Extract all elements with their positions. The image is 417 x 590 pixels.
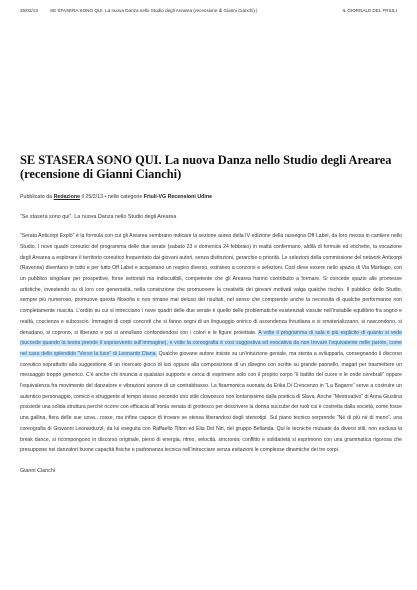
highlighted-text: A volte il programma di sala è più esplicito di quanto si vede (succede quando la teoria prende il sopravvento sull’immagine), e volte la coreografia è così suggestiva ed evocativa da non trovare l’equivalente nelle parole, come nel caso dello splendido “Verso la luce” di Leonardo Diana. (20, 329, 402, 357)
categories-links[interactable]: Friuli-VG Recensioni Udine (143, 194, 213, 201)
article-title: SE STASERA SONO QUI. La nuova Danza nello Studio degli Arearea (recensione di Gianni Cianchi) (20, 153, 392, 181)
article-subtitle: “Se stasera sono qui”. La nuova Danza nello Studio degli Arearea (20, 214, 177, 221)
print-document-title: SE STASERA SONO QUI. La nuova Danza nello Studio degli Arearea (recensione di Gianni Cianchi) | (50, 8, 258, 13)
body-paragraph-2: Qualche giovane autore insiste su un’intuizione geniale, ma stenta a svilupparla, consegnando il discorso coreutico soprattutto alla suggestione di un ricercato gioco di luci oppure alla composizione di un disegno con scritte su grande pannello, magari per trasmettere un messaggio troppo generico. C’è anche chi rinuncia a qualsiasi supporto e cerca di esprimere solo con il proprio corpo “il battito del cuore e le onde cerebrali” oppure l’equivalenza fra movimento del danzatore e vibrazioni sonore di un contrabbasso. La fisarmonica suonata da Erika Di Crescenzo in “La Bagarre” serve a costruire un autentico personaggio, comico e struggente al tempo stesso secondo uno stile clownesco non lontanissimo dalla poetica di Slava. Anche “Mestruativo” di Anna Giustina possiede una solida struttura perché ricorre con efficacia all’ironia venata di grottesco per descrivere la donna succube dei ruoli cui è costretta dalla società, come fosse una gallina, fiera delle sue uova…rosse, ma infine capace di trovare se stessa liberandosi degli stereotipi. Sul piano tecnico sorprende “Né di più né di meno”, una coreografia di Giovanni Leonarduzzi, da lui eseguita con Raffaello Tilton ed Elia Del Nin, del gruppo Bellanda. Qui le tecniche mutuate da diversi stili, non esclusa la break dance, si ricompongono in discorso originale, pieno di energia, ritmo, velocità, sincronia; conflitto e solidarietà si esprimono con una grammatica rigorosa che presuppone nei danzatori buone capacità fisiche e padronanza tecnica nell’intrecciare senza esitazioni le complesse dinamiche dei tre corpi. (20, 350, 402, 454)
meta-published-prefix: Pubblicato da (20, 194, 54, 201)
author-signature: Gianni Cianchi (20, 467, 56, 474)
author-link[interactable]: Redazione (53, 194, 81, 201)
print-site-name: IL GIORNALE DEL FRIULI (342, 8, 397, 13)
meta-date: il 25/2/13 • nelle categorie (80, 194, 144, 201)
article-body (20, 231, 402, 456)
body-paragraph-1: “Serata Anticorpi Explò” è la formula con cui gli Arearea sembrano indicare la sezione aurea della IV edizione della rassegna Off Label, da loro messa in cantiere nello Studio. I nove quadri coreutici del programma delle due serate (sabato 23 e domenica 24 febbraio) in realtà confermano, aldilà di formule ed etichette, la vocazione degli Arearea a esplorare il territorio coreutico frequentato dai giovani autori, senza distinzioni, gerarchie o priorità. Le selezioni della commissione del network Anticorpi (Ravenna) diventano in tutto e per tutto Off Label e acquistano un respiro diverso, estraneo a concorsi e selezioni. Così deve essere nello spazio di Via Martiago, con un pubblico singolare per prospettive, forse settoriali ma indiscutibili, competente che gli Arearea hanno contribuito a formare. Si concede spazio alle promesse artistiche, investendo su di loro con generosità, nella convinzione che promuovere la creatività dei giovani motivati valga qualche rischio. Il pubblico dello Studio, sempre più numeroso, promuove questa filosofia e non rimane mai deluso dei risultati, nel senso che comprende anche la necessità di qualche performance non completamente riuscita. L’ordito su cui si intrecciano i nove quadri delle due serate è quello delle problematiche esistenziali vissute nell’instabile equilibrio fra sogno e realtà, coscienza e subcoscio. Immagini di corpi concreti che si fanno segni di un linguaggio onirico di ascendenza freudiana e si smaterializzano, si nascondono, si denudano, si coprono, si liberano e poi si annullano confondendosi con i colori e le figure proiettate. (20, 233, 402, 336)
article-meta (20, 193, 402, 201)
print-date: 28/02/13 (20, 8, 38, 13)
article (20, 154, 402, 474)
